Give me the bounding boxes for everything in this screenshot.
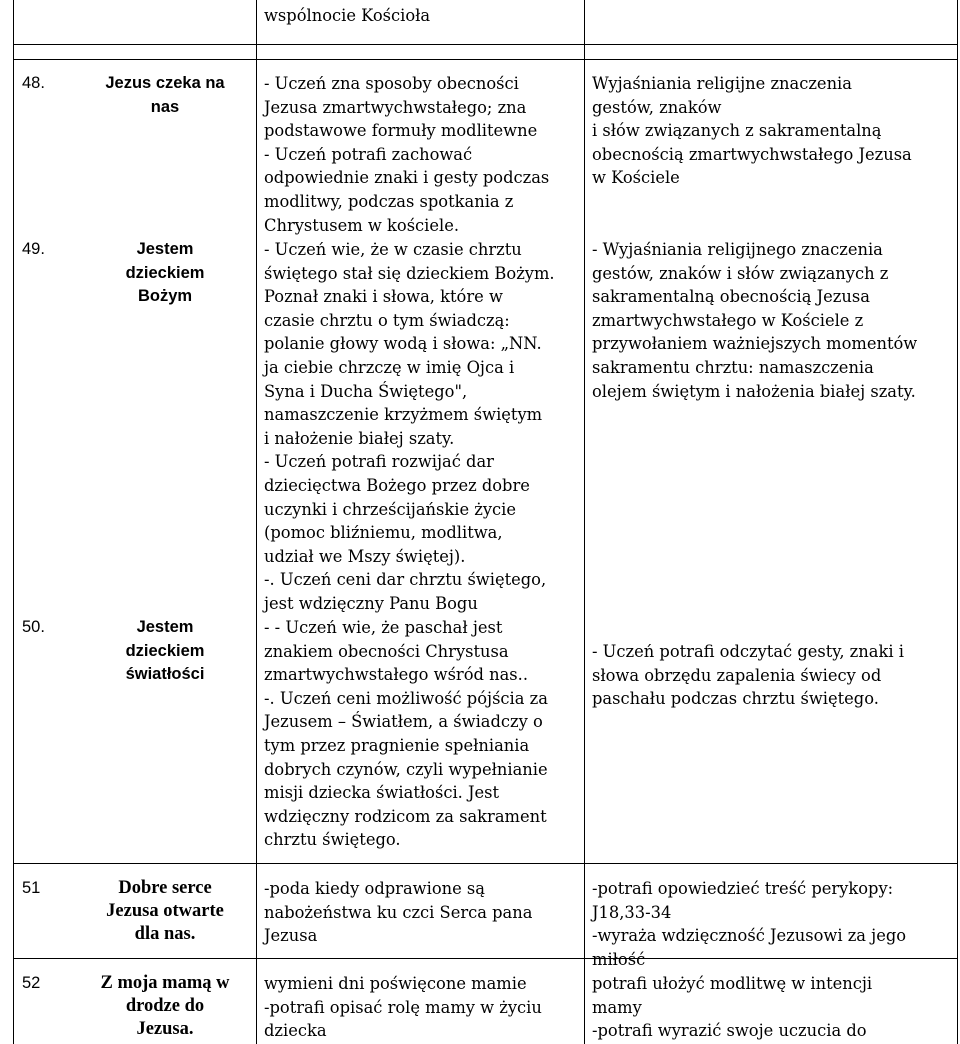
title-line: dzieckiem: [125, 263, 205, 282]
content-line: misji dziecka światłości. Jest: [264, 783, 500, 803]
title-line: drodze do: [125, 996, 205, 1016]
row-divider-mid: [13, 59, 958, 60]
activity-line: J18,33-34: [592, 902, 672, 922]
content-line: udział we Mszy świętej).: [264, 546, 466, 566]
activity-line: w Kościele: [592, 168, 680, 188]
title-line: Bożym: [137, 287, 193, 305]
content-line: Jezusa: [264, 926, 318, 946]
activity-line: gestów, znaków i słów związanych z: [592, 263, 889, 283]
content-line: Jezusa zmartwychwstałego; zna: [264, 97, 527, 117]
top-row-content: [264, 4, 430, 28]
content-line: polanie głowy wodą i słowa: „NN.: [264, 334, 542, 354]
content-line: -potrafi opisać rolę mamy w życiu: [264, 997, 542, 1017]
row-title: [80, 616, 250, 687]
content-line: Syna i Ducha Świętego",: [264, 381, 468, 401]
title-line: Jezusa.: [136, 1019, 194, 1039]
row-number: 51: [22, 879, 41, 897]
column-divider-1: [256, 0, 257, 1044]
content-line: uczynki i chrześcijańskie życie: [264, 499, 516, 519]
content-line: dobrych czynów, czyli wypełnianie: [264, 759, 548, 779]
content-line: jest wdzięczny Panu Bogu: [264, 593, 478, 613]
column-divider-2: [584, 0, 585, 1044]
content-line: wdzięczny rodzicom za sakrament: [264, 806, 547, 826]
row-divider-top: [13, 44, 958, 45]
title-line: Z moja mamą w: [100, 973, 230, 993]
activity-line: mamy: [592, 997, 642, 1017]
activity-line: słowa obrzędu zapalenia świecy od: [592, 665, 882, 685]
content-line: Poznał znaki i słowa, które w: [264, 287, 503, 307]
title-line: światłości: [125, 665, 205, 683]
content-line: i nałożenie białej szaty.: [264, 428, 455, 448]
row-content: [264, 972, 542, 1043]
content-line: dziecięctwa Bożego przez dobre: [264, 475, 530, 495]
row-activities: [592, 640, 904, 711]
content-line: ja ciebie chrzczę w imię Ojca i: [264, 357, 515, 377]
row-title: [80, 238, 250, 309]
title-line: dzieckiem: [125, 641, 205, 660]
row-number: 49.: [22, 240, 45, 258]
content-line: namaszczenie krzyżmem świętym: [264, 405, 543, 425]
row-divider-48-51: [13, 863, 958, 864]
row-content: [264, 72, 549, 237]
content-line: - Uczeń wie, że w czasie chrztu: [264, 240, 522, 259]
row-activities: [592, 72, 912, 190]
content-line: wymieni dni poświęcone mamie: [264, 974, 527, 993]
content-line: Chrystusem w kościele.: [264, 215, 460, 235]
row-number: 48.: [22, 74, 45, 92]
content-line: -. Uczeń ceni dar chrztu świętego,: [264, 570, 547, 590]
activity-line: olejem świętym i nałożenia białej szaty.: [592, 381, 916, 401]
content-line: zmartwychwstałego wśród nas..: [264, 665, 529, 685]
row-title: [80, 972, 250, 1041]
content-line: świętego stał się dzieckiem Bożym.: [264, 263, 555, 283]
top-row-text: wspólnocie Kościoła: [264, 6, 431, 25]
content-line: Jezusem – Światłem, a świadczy o: [264, 712, 543, 732]
activity-line: sakramentalną obecnością Jezusa: [592, 287, 870, 307]
content-line: podstawowe formuły modlitewne: [264, 121, 538, 141]
row-content: [264, 877, 532, 948]
activity-line: gestów, znaków: [592, 97, 722, 117]
activity-line: paschału podczas chrztu świętego.: [592, 689, 879, 709]
activity-line: miłość: [592, 949, 646, 969]
title-line: Dobre serce: [118, 878, 212, 898]
activity-line: - Wyjaśniania religijnego znaczenia: [592, 240, 883, 259]
content-line: -. Uczeń ceni możliwość pójścia za: [264, 688, 548, 708]
content-line: modlitwy, podczas spotkania z: [264, 191, 514, 211]
content-line: - Uczeń zna sposoby obecności: [264, 74, 519, 93]
content-line: odpowiednie znaki i gesty podczas: [264, 168, 550, 188]
title-line: Jestem: [136, 240, 194, 258]
activity-line: potrafi ułożyć modlitwę w intencji: [592, 974, 873, 993]
content-line: tym przez pragnienie spełniania: [264, 735, 530, 755]
content-line: znakiem obecności Chrystusa: [264, 641, 509, 661]
content-line: - Uczeń potrafi zachować: [264, 144, 473, 164]
row-title: [80, 72, 250, 119]
row-activities: [592, 972, 872, 1043]
activity-line: obecnością zmartwychwstałego Jezusa: [592, 144, 912, 164]
content-line: chrztu świętego.: [264, 830, 401, 850]
content-line: - Uczeń potrafi rozwijać dar: [264, 452, 494, 472]
content-line: czasie chrztu o tym świadczą:: [264, 310, 510, 330]
activity-line: -potrafi wyrazić swoje uczucia do: [592, 1021, 867, 1041]
activity-line: sakramentu chrztu: namaszczenia: [592, 357, 874, 377]
row-content: [264, 616, 548, 852]
content-line: (pomoc bliźniemu, modlitwa,: [264, 523, 503, 543]
activity-line: -wyraża wdzięczność Jezusowi za jego: [592, 926, 907, 946]
row-activities: [592, 877, 906, 971]
row-number: 52: [22, 974, 41, 992]
table-border-right: [957, 0, 958, 1044]
activity-line: zmartwychwstałego w Kościele z: [592, 310, 864, 330]
content-line: -poda kiedy odprawione są: [264, 879, 485, 898]
content-line: dziecka: [264, 1021, 327, 1041]
table-border-left: [13, 0, 14, 1044]
title-line: dla nas.: [134, 924, 196, 944]
row-content: [264, 238, 555, 616]
content-line: nabożeństwa ku czci Serca pana: [264, 902, 533, 922]
row-activities: [592, 238, 917, 403]
title-line: Jestem: [136, 618, 194, 636]
activity-line: i słów związanych z sakramentalną: [592, 121, 882, 141]
activity-line: - Uczeń potrafi odczytać gesty, znaki i: [592, 642, 904, 661]
activity-line: Wyjaśniania religijne znaczenia: [592, 74, 852, 93]
title-line: Jezus czeka na: [105, 74, 225, 92]
activity-line: -potrafi opowiedzieć treść perykopy:: [592, 879, 894, 898]
title-line: Jezusa otwarte: [106, 901, 224, 921]
row-number: 50.: [22, 618, 45, 636]
row-title: [80, 877, 250, 946]
activity-line: przywołaniem ważniejszych momentów: [592, 334, 918, 354]
title-line: nas: [150, 97, 180, 116]
content-line: - - Uczeń wie, że paschał jest: [264, 618, 503, 637]
